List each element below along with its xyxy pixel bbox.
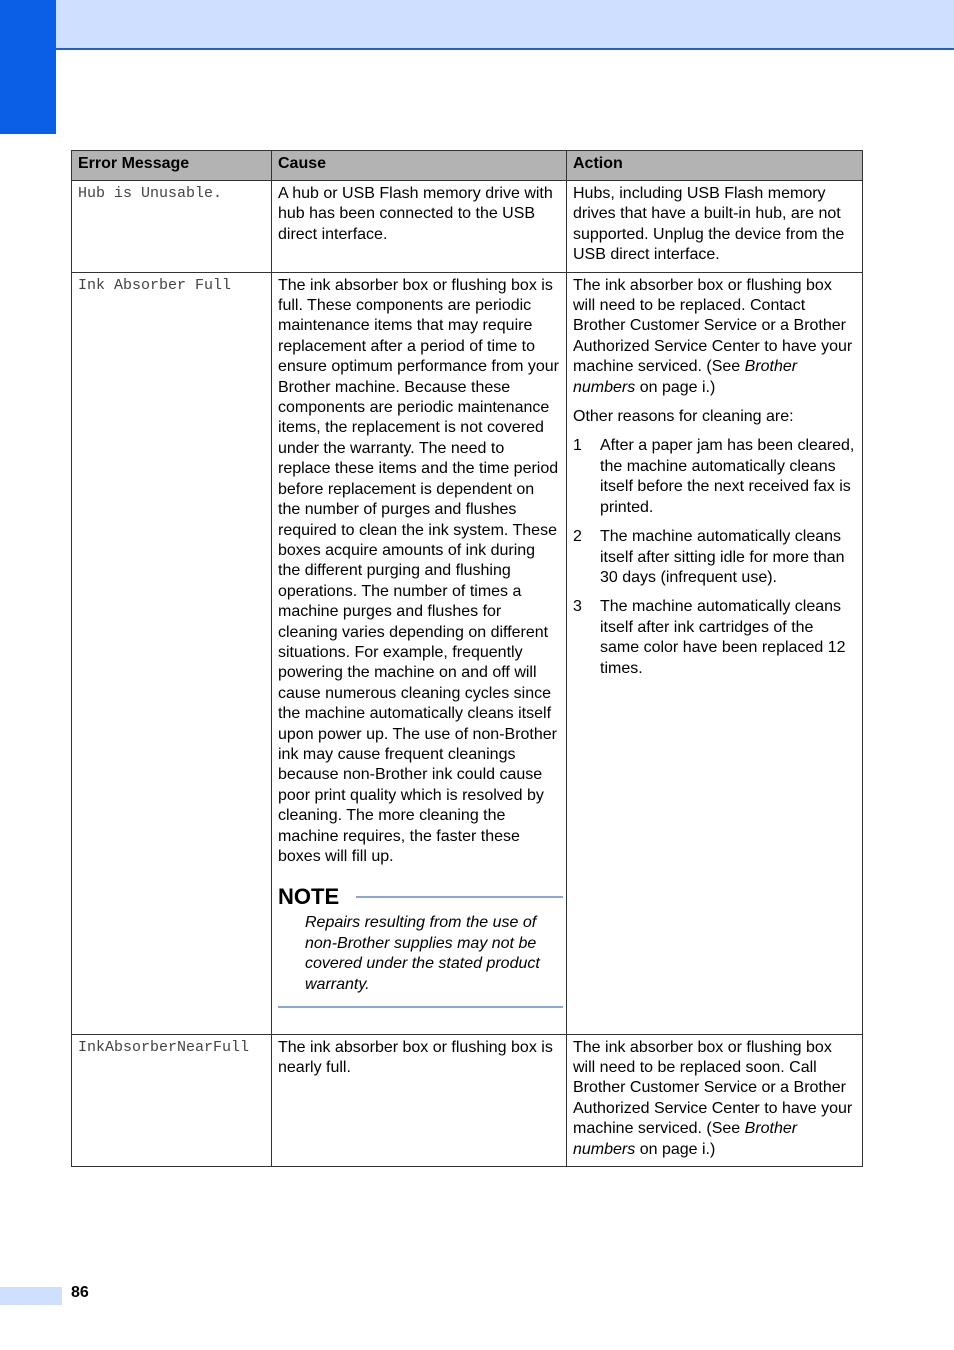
table-row	[72, 181, 863, 273]
page-number: 86	[71, 1284, 89, 1301]
note-title: NOTE	[278, 884, 340, 910]
brother-numbers-ref: Brother numbers	[573, 358, 798, 396]
list-item: 3 The machine automatically cleans itself after ink cartridges of the same color have been replaced 12 times.	[573, 598, 846, 677]
table-header-row	[72, 151, 863, 181]
cause-text: The ink absorber box or flushing box is full. These components are periodic maintenance items that may require replacement after a period of time to ensure optimum performance from your Brother machine. Because these components are periodic maintenance items, the replacement is not covered under the warranty. The need to replace these items and the time period before replacement is dependent on the number of purges and flushes required to clean the ink system. These boxes acquire amounts of ink during the different purging and flushing operations. The number of times a machine purges and flushes for cleaning varies depending on different situations. For example, frequently powering the machine on and off will cause numerous cleaning cycles since the machine automatically cleans itself upon power up. The use of non-Brother ink may cause frequent cleanings because non-Brother ink could cause poor print quality which is resolved by cleaning. The more cleaning the machine requires, the faster these boxes will fill up.	[278, 276, 559, 865]
note-bottom-rule	[278, 1006, 563, 1008]
note-box	[278, 885, 560, 1008]
list-item: 1 After a paper jam has been cleared, the machine automatically cleans itself before the next received fax is printed.	[573, 437, 855, 516]
cause-cell	[272, 272, 567, 1034]
header-band	[56, 0, 954, 50]
column-header-cause: Cause	[272, 151, 567, 181]
column-header-error-message: Error Message	[72, 151, 272, 181]
footer-bar	[0, 1287, 62, 1305]
action-cell	[567, 272, 863, 1034]
error-message-cell: Ink Absorber Full	[72, 272, 272, 1034]
error-message-table	[71, 150, 863, 1167]
note-text: Repairs resulting from the use of non-Brother supplies may not be covered under the stated product warranty.	[305, 914, 540, 993]
chapter-tab	[0, 0, 56, 134]
action-paragraph: The ink absorber box or flushing box will need to be replaced. Contact Brother Customer Service or a Brother Authorized Service Center to have your machine serviced. (See Brother numbers on page i.)	[573, 276, 853, 396]
list-item: 2 The machine automatically cleans itself after sitting idle for more than 30 days (infrequent use).	[573, 528, 845, 586]
table-row	[72, 272, 863, 1034]
cause-cell: The ink absorber box or flushing box is nearly full.	[272, 1034, 567, 1166]
column-header-action: Action	[567, 151, 863, 181]
reasons-list	[573, 436, 856, 678]
error-message-cell: InkAbsorberNearFull	[72, 1034, 272, 1166]
action-cell: The ink absorber box or flushing box will need to be replaced soon. Call Brother Customer Service or a Brother Authorized Service Center to have your machine serviced. (See Brother numbers on page i.)	[567, 1034, 863, 1166]
other-reasons-intro: Other reasons for cleaning are:	[573, 408, 794, 426]
table-row	[72, 1034, 863, 1166]
cause-cell: A hub or USB Flash memory drive with hub has been connected to the USB direct interface.	[272, 181, 567, 273]
error-message-cell: Hub is Unusable.	[72, 181, 272, 273]
action-cell: Hubs, including USB Flash memory drives that have a built-in hub, are not supported. Unplug the device from the USB direct interface.	[567, 181, 863, 273]
brother-numbers-ref: Brother numbers	[573, 1120, 798, 1158]
note-divider	[356, 896, 563, 898]
